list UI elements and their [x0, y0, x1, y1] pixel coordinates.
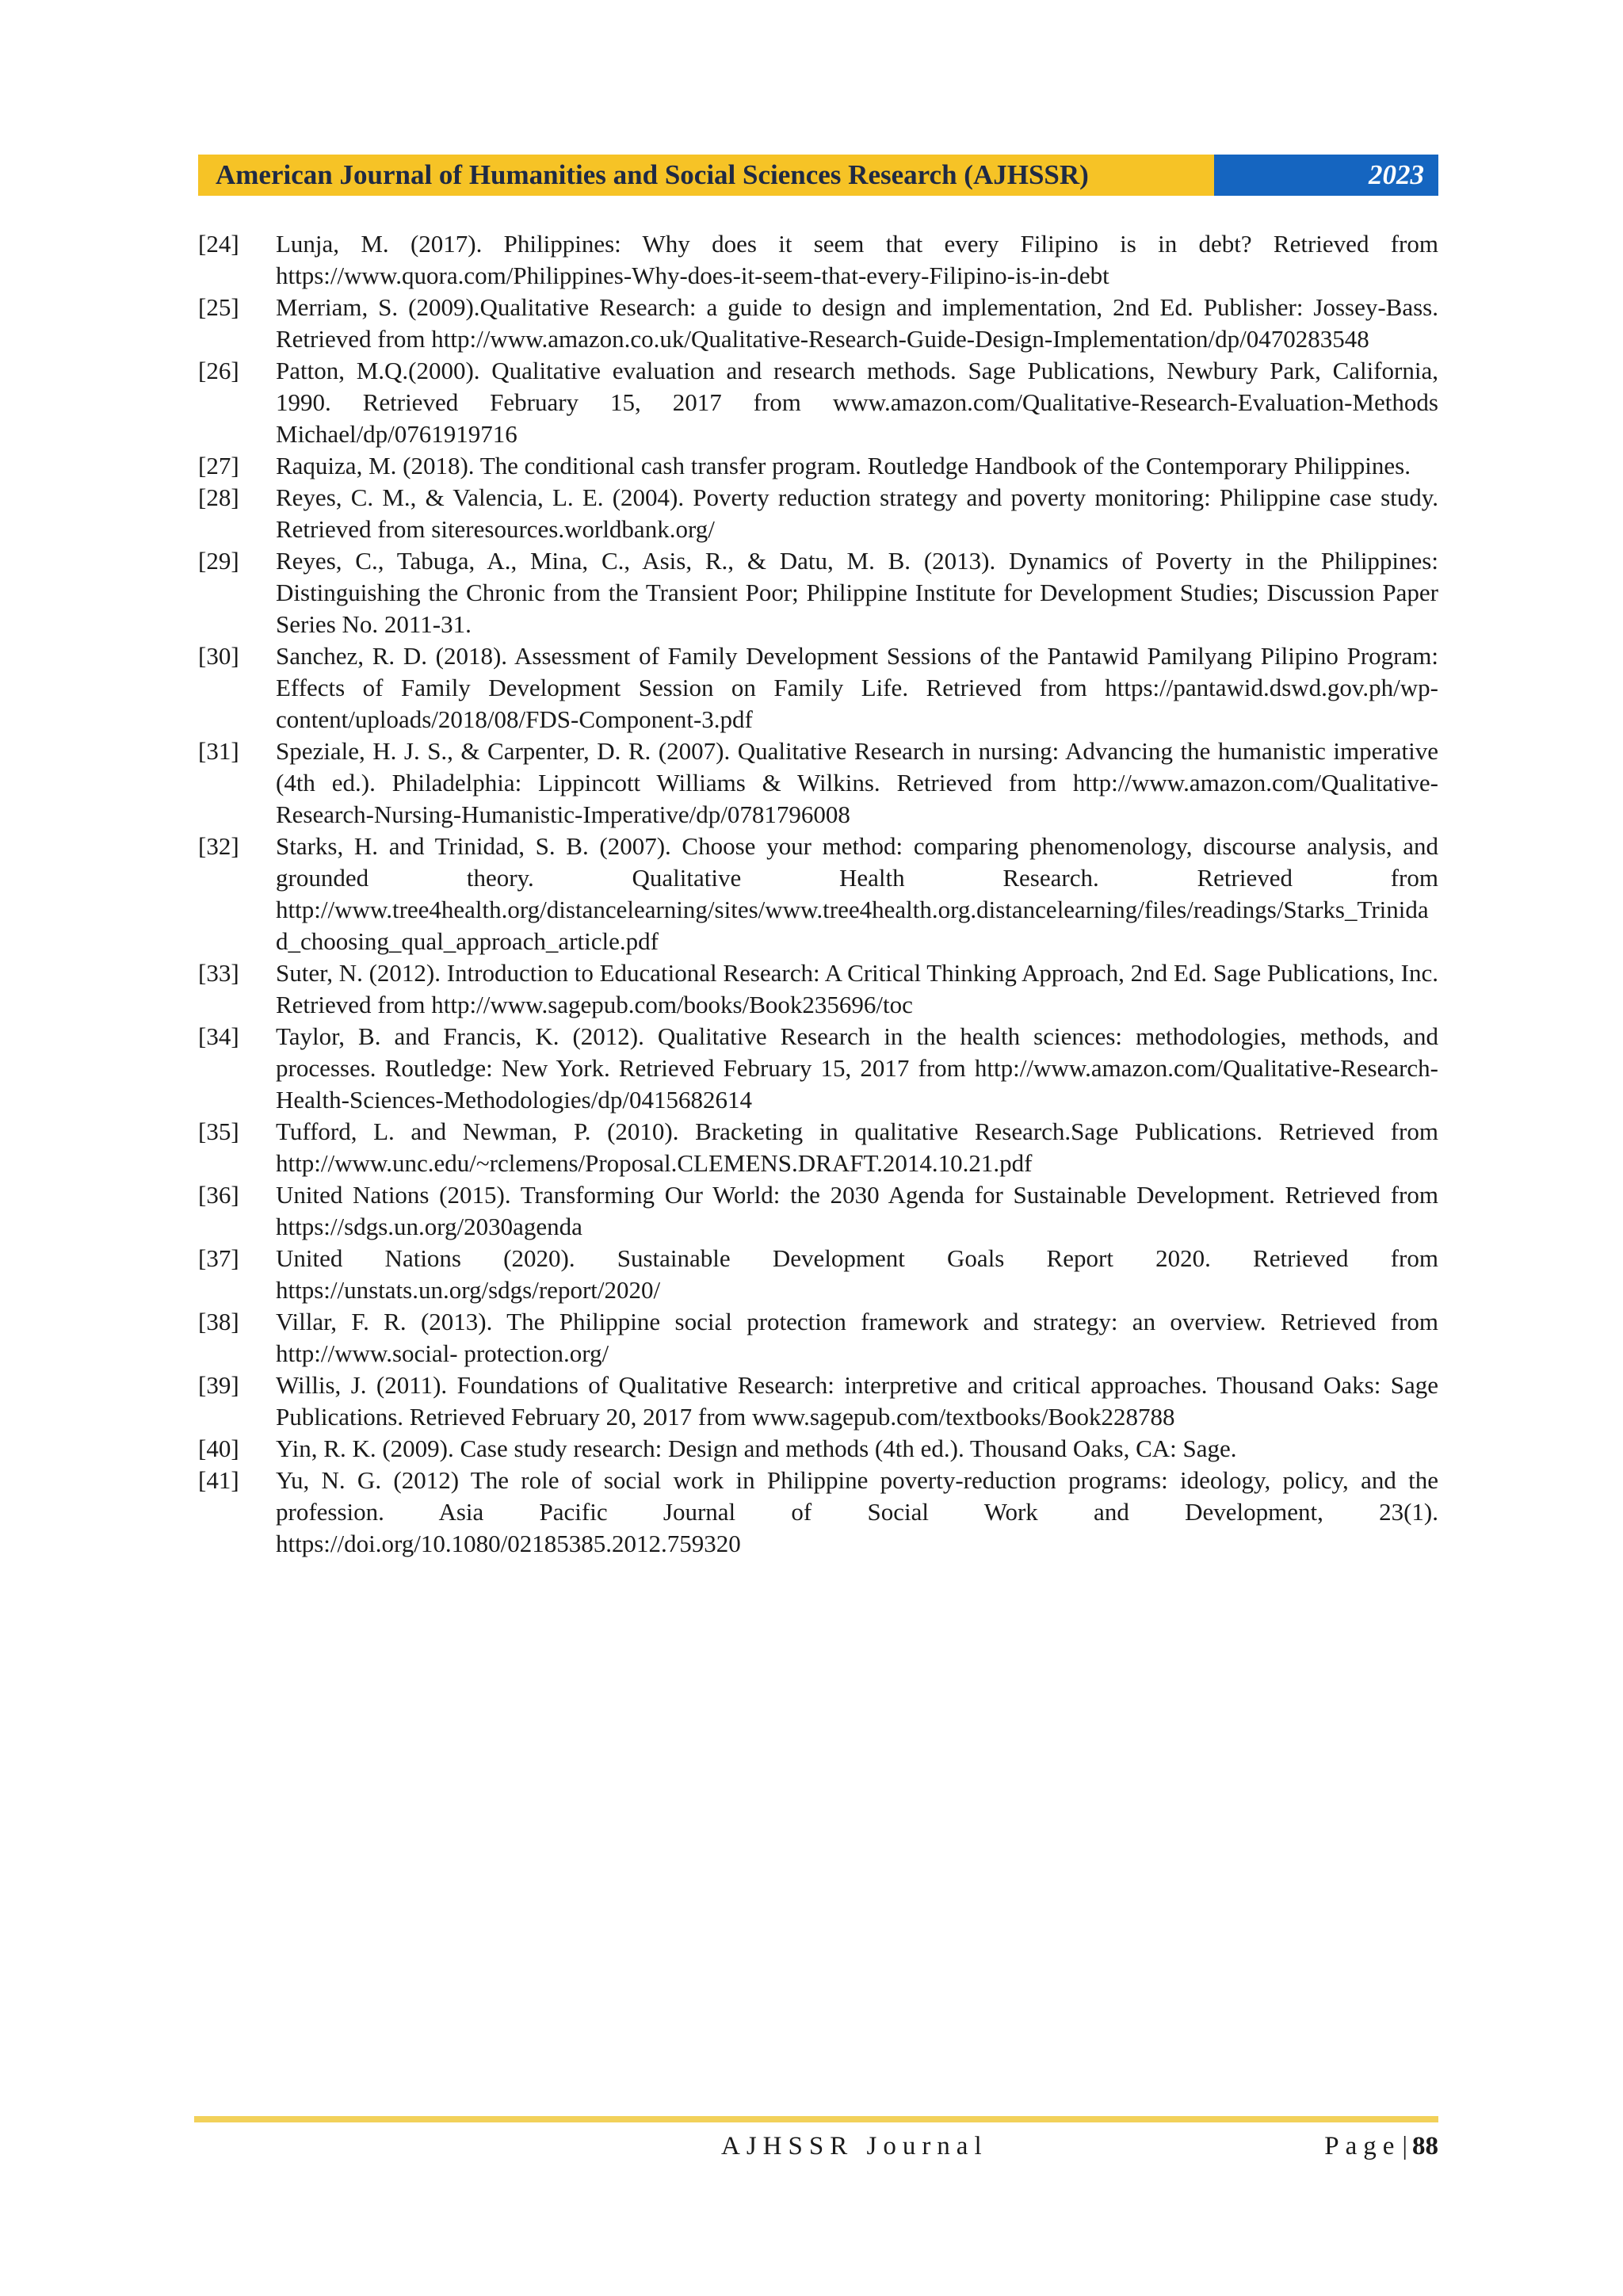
reference-text: Yin, R. K. (2009). Case study research: Design and methods (4th ed.). Thousand Oaks, CA: Sage.: [276, 1435, 1237, 1462]
reference-item: [198, 735, 1438, 831]
reference-text: Merriam, S. (2009).Qualitative Research: a guide to design and implementation, 2nd Ed. Publisher: Jossey-Bass. Retrieved from http://www.amazon.co.uk/Qualitative-Research-Guide-Design-Implementation/dp/0470283548: [276, 293, 1438, 353]
reference-item: [198, 640, 1438, 735]
reference-text: Yu, N. G. (2012) The role of social work in Philippine poverty-reduction programs: ideology, policy, and the profession. Asia Pacific Journal of Social Work and Development, 23(1). https://doi.org/10.1080/02185385.2012.759320: [276, 1466, 1438, 1557]
reference-number: [34]: [198, 1022, 239, 1050]
reference-text: United Nations (2020). Sustainable Development Goals Report 2020. Retrieved from https://unstats.un.org/sdgs/report/2020/: [276, 1244, 1438, 1304]
journal-header: [198, 155, 1438, 196]
journal-year: 2023: [1369, 159, 1424, 190]
reference-number: [29]: [198, 547, 239, 575]
reference-text: Lunja, M. (2017). Philippines: Why does it seem that every Filipino is in debt? Retrieved from https://www.quora.com/Philippines-Why-does-it-seem-that-every-Filipino-is-in-debt: [276, 230, 1438, 289]
reference-number: [39]: [198, 1371, 239, 1399]
footer-rule: [194, 2116, 1438, 2122]
reference-number: [36]: [198, 1181, 239, 1209]
reference-item: [198, 545, 1438, 640]
reference-item: [198, 1306, 1438, 1370]
reference-text: Speziale, H. J. S., & Carpenter, D. R. (2007). Qualitative Research in nursing: Advancing the humanistic imperative (4th ed.). Philadelphia: Lippincott Williams & Wilkins. Retrieved from http://www.amazon.com/Qualitative-Research-Nursing-Humanistic-Imperative/dp/0781796008: [276, 737, 1438, 828]
reference-number: [35]: [198, 1117, 239, 1145]
reference-text: Willis, J. (2011). Foundations of Qualitative Research: interpretive and critical approaches. Thousand Oaks: Sage Publications. Retrieved February 20, 2017 from www.sagepub.com/textbooks/Book228788: [276, 1371, 1438, 1431]
reference-number: [32]: [198, 832, 239, 860]
reference-text: Reyes, C. M., & Valencia, L. E. (2004). Poverty reduction strategy and poverty monitoring: Philippine case study. Retrieved from siteresources.worldbank.org/: [276, 483, 1438, 543]
journal-title-box: [198, 155, 1214, 196]
reference-item: [198, 355, 1438, 450]
footer-journal-name: AJHSSR Journal: [721, 2132, 988, 2160]
reference-number: [33]: [198, 959, 239, 987]
reference-text: Suter, N. (2012). Introduction to Educational Research: A Critical Thinking Approach, 2nd Ed. Sage Publications, Inc. Retrieved from http://www.sagepub.com/books/Book235696/toc: [276, 959, 1438, 1018]
reference-text: Raquiza, M. (2018). The conditional cash transfer program. Routledge Handbook of the Contemporary Philippines.: [276, 452, 1411, 479]
reference-number: [37]: [198, 1244, 239, 1272]
reference-text: Villar, F. R. (2013). The Philippine social protection framework and strategy: an overview. Retrieved from http://www.social- protection.org/: [276, 1308, 1438, 1367]
reference-number: [41]: [198, 1466, 239, 1494]
reference-text: United Nations (2015). Transforming Our World: the 2030 Agenda for Sustainable Development. Retrieved from https://sdgs.un.org/2030agenda: [276, 1181, 1438, 1240]
footer-page-label: Page: [1324, 2132, 1401, 2160]
reference-item: [198, 1116, 1438, 1179]
reference-number: [38]: [198, 1308, 239, 1335]
reference-item: [198, 482, 1438, 545]
reference-item: [198, 1021, 1438, 1116]
page-number: 88: [1412, 2132, 1438, 2160]
reference-number: [25]: [198, 293, 239, 321]
reference-item: [198, 228, 1438, 292]
reference-text: Starks, H. and Trinidad, S. B. (2007). Choose your method: comparing phenomenology, discourse analysis, and grounded theory. Qualitative Health Research. Retrieved from http://www.tree4health.org/distancelearning/sites/www.tree4health.org.distancelearning/files/readings/Starks_Trinidad_choosing_qual_approach_article.pdf: [276, 832, 1438, 955]
reference-number: [30]: [198, 642, 239, 670]
reference-text: Taylor, B. and Francis, K. (2012). Qualitative Research in the health sciences: methodologies, methods, and processes. Routledge: New York. Retrieved February 15, 2017 from http://www.amazon.com/Qualitative-Research-Health-Sciences-Methodologies/dp/0415682614: [276, 1022, 1438, 1114]
reference-number: [27]: [198, 452, 239, 479]
reference-text: Sanchez, R. D. (2018). Assessment of Family Development Sessions of the Pantawid Pamilyang Pilipino Program: Effects of Family Development Session on Family Life. Retrieved from https://pantawid.dswd.gov.ph/wp-content/uploads/2018/08/FDS-Component-3.pdf: [276, 642, 1438, 733]
reference-number: [31]: [198, 737, 239, 765]
reference-item: [198, 831, 1438, 957]
reference-item: [198, 450, 1438, 482]
journal-year-box: [1214, 155, 1438, 196]
reference-number: [24]: [198, 230, 239, 258]
reference-item: [198, 957, 1438, 1021]
reference-item: [198, 1433, 1438, 1465]
reference-item: [198, 1465, 1438, 1560]
reference-text: Patton, M.Q.(2000). Qualitative evaluation and research methods. Sage Publications, Newbury Park, California, 1990. Retrieved February 15, 2017 from www.amazon.com/Qualitative-Research-Evaluation-Methods Michael/dp/0761919716: [276, 357, 1438, 448]
reference-item: [198, 1370, 1438, 1433]
reference-text: Tufford, L. and Newman, P. (2010). Bracketing in qualitative Research.Sage Publications. Retrieved from http://www.unc.edu/~rclemens/Proposal.CLEMENS.DRAFT.2014.10.21.pdf: [276, 1117, 1438, 1177]
footer-separator: |: [1402, 2132, 1407, 2160]
reference-item: [198, 1179, 1438, 1243]
reference-item: [198, 1243, 1438, 1306]
page-footer: [198, 2132, 1438, 2168]
journal-title: American Journal of Humanities and Social Sciences Research (AJHSSR): [216, 159, 1089, 190]
reference-item: [198, 292, 1438, 355]
reference-number: [26]: [198, 357, 239, 384]
reference-list: [198, 228, 1438, 1560]
reference-number: [40]: [198, 1435, 239, 1462]
footer-page-info: [1324, 2132, 1438, 2161]
reference-number: [28]: [198, 483, 239, 511]
reference-text: Reyes, C., Tabuga, A., Mina, C., Asis, R., & Datu, M. B. (2013). Dynamics of Poverty in the Philippines: Distinguishing the Chronic from the Transient Poor; Philippine Institute for Development Studies; Discussion Paper Series No. 2011-31.: [276, 547, 1438, 638]
